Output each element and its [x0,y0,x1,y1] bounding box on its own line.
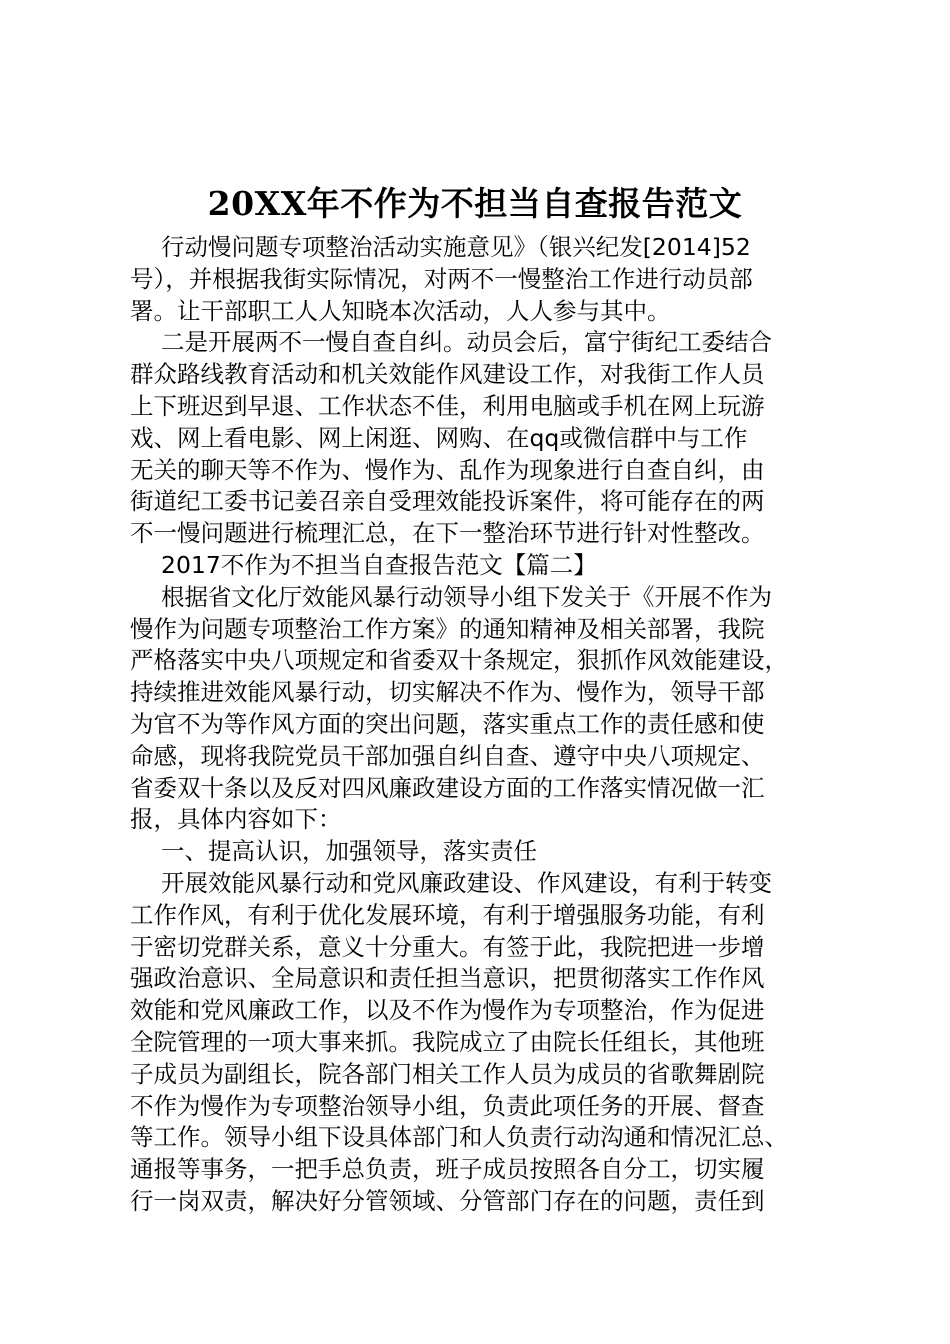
body-line: 严格落实中央八项规定和省委双十条规定，狠抓作风效能建设， [130,646,788,675]
body-line: 命感，现将我院党员干部加强自纠自查、遵守中央八项规定、 [130,741,765,770]
body-line: 不作为慢作为专项整治领导小组，负责此项任务的开展、督查 [130,1091,765,1120]
body-line: 上下班迟到早退、工作状态不佳，利用电脑或手机在网上玩游 [130,391,765,420]
document-body [130,232,830,1218]
body-line: 街道纪工委书记姜召亲自受理效能投诉案件，将可能存在的两 [130,487,765,516]
body-line: 为官不为等作风方面的突出问题，落实重点工作的责任感和使 [130,709,765,738]
body-line: 群众路线教育活动和机关效能作风建设工作，对我街工作人员 [130,360,765,389]
body-line: 慢作为问题专项整治工作方案》的通知精神及相关部署，我院 [130,614,765,643]
body-line: 于密切党群关系，意义十分重大。有签于此，我院把进一步增 [130,932,765,961]
body-line: 2017不作为不担当自查报告范文【篇二】 [161,550,597,579]
body-line: 行动慢问题专项整治活动实施意见》（银兴纪发[2014]52 [161,233,751,261]
body-line: 省委双十条以及反对四风廉政建设方面的工作落实情况做一汇 [130,773,765,802]
body-line: 开展效能风暴行动和党风廉政建设、作风建设，有利于转变 [161,868,772,897]
body-line: 全院管理的一项大事来抓。我院成立了由院长任组长，其他班 [130,1027,765,1056]
body-line: 效能和党风廉政工作，以及不作为慢作为专项整治，作为促进 [130,996,765,1025]
body-line: 子成员为副组长，院各部门相关工作人员为成员的省歌舞剧院 [130,1059,765,1088]
body-line: 无关的聊天等不作为、慢作为、乱作为现象进行自查自纠，由 [130,455,765,484]
body-line: 报，具体内容如下： [130,805,342,834]
body-line: 不一慢问题进行梳理汇总，在下一整治环节进行针对性整改。 [130,519,765,548]
body-line: 二是开展两不一慢自查自纠。动员会后，富宁街纪工委结合 [161,328,772,357]
body-line: 强政治意识、全局意识和责任担当意识，把贯彻落实工作作风 [130,964,765,993]
body-line: 等工作。领导小组下设具体部门和人负责行动沟通和情况汇总、 [130,1123,788,1152]
body-line: 行一岗双责，解决好分管领域、分管部门存在的问题，责任到 [130,1186,765,1215]
body-line: 号），并根据我街实际情况，对两不一慢整治工作进行动员部 [130,264,753,293]
body-line: 署。让干部职工人人知晓本次活动，人人参与其中。 [130,296,671,325]
body-line: 根据省文化厅效能风暴行动领导小组下发关于《开展不作为 [161,582,772,611]
body-line: 一、提高认识，加强领导，落实责任 [161,837,537,866]
body-line: 工作作风，有利于优化发展环境，有利于增强服务功能，有利 [130,900,765,929]
document-title: 20XX年不作为不担当自查报告范文 [207,184,743,223]
body-line: 持续推进效能风暴行动，切实解决不作为、慢作为，领导干部 [130,678,765,707]
body-line: 通报等事务，一把手总负责，班子成员按照各自分工，切实履 [130,1155,765,1184]
body-line: 戏、网上看电影、网上闲逛、网购、在qq或微信群中与工作 [130,423,748,452]
